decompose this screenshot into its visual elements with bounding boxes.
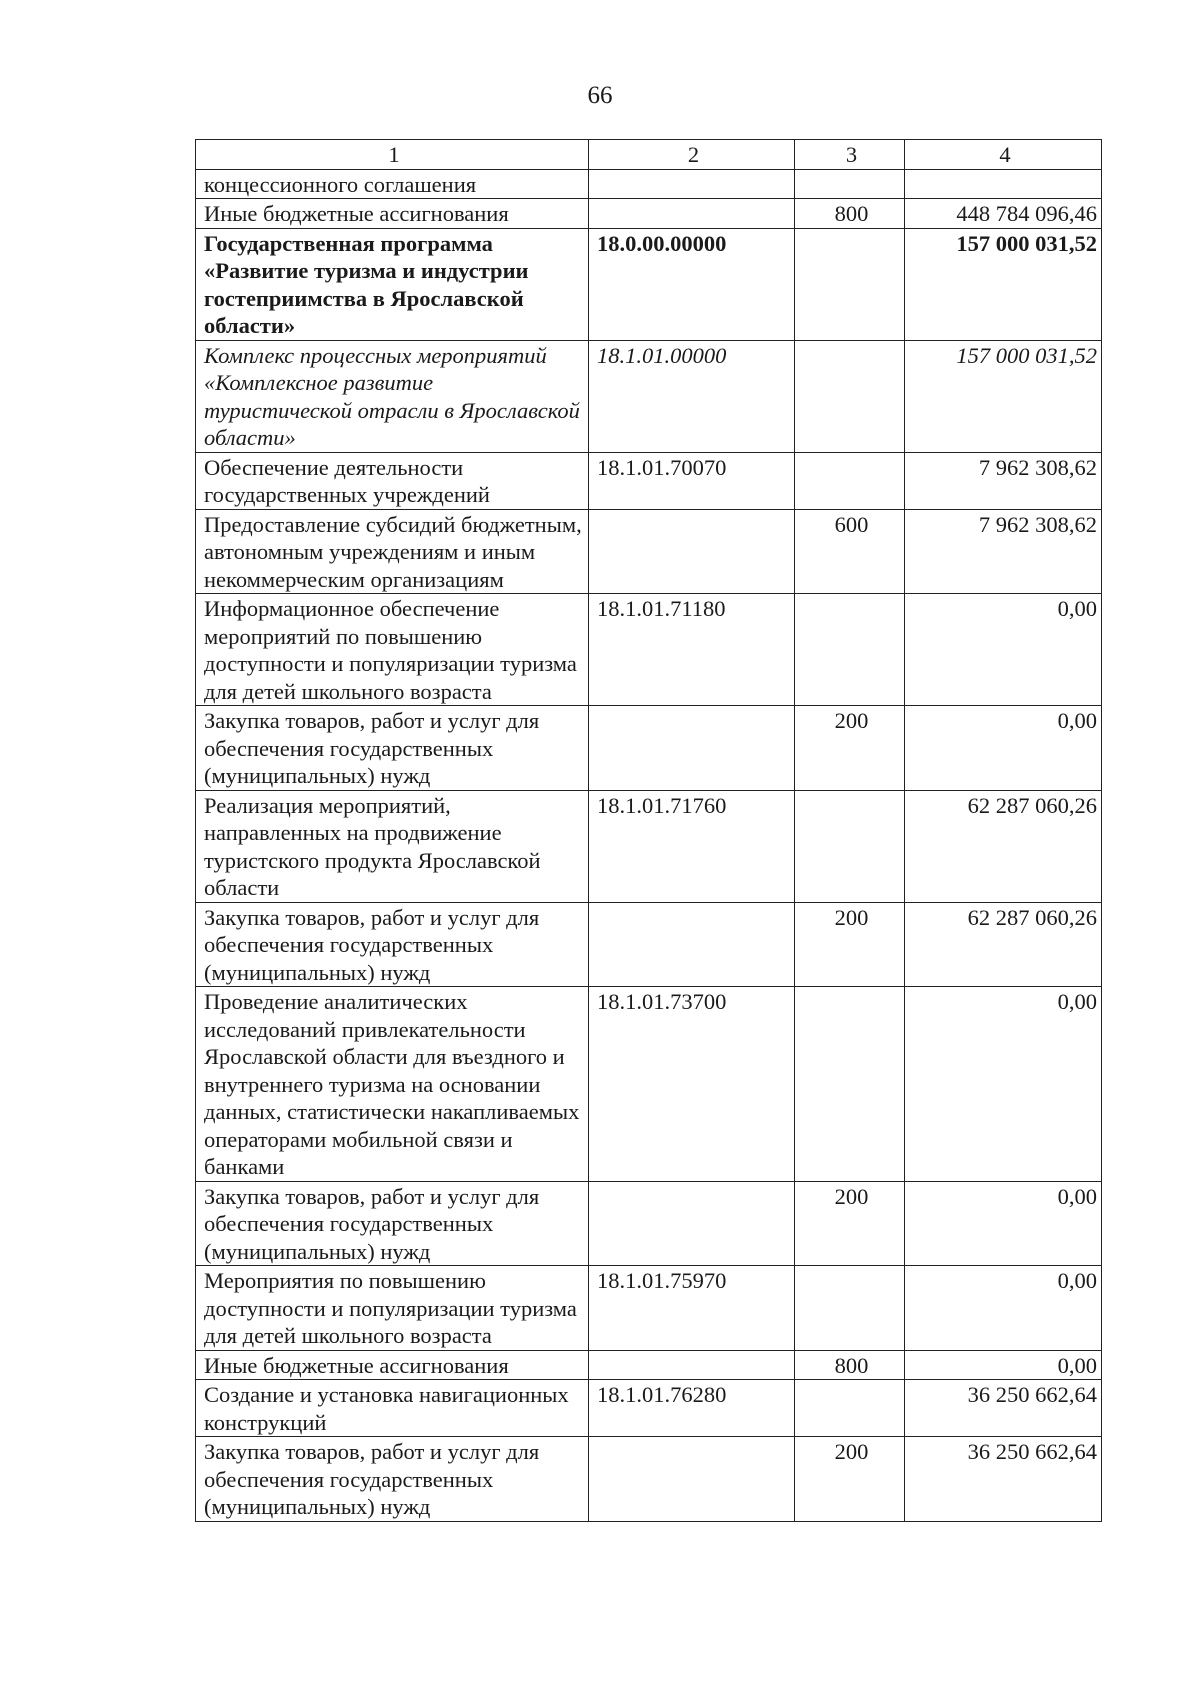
cell-code [589, 902, 795, 987]
table-row [196, 1350, 1102, 1380]
cell-code [589, 706, 795, 791]
cell-sum: 0,00 [905, 1350, 1102, 1380]
cell-kvr: 200 [795, 706, 905, 791]
table-row [196, 987, 1102, 1182]
cell-name: Создание и установка навигационных конструкций [196, 1380, 589, 1437]
page-number: 66 [587, 82, 613, 109]
table-row [196, 169, 1102, 199]
table-row [196, 1181, 1102, 1266]
cell-kvr [795, 228, 905, 340]
cell-code [589, 509, 795, 594]
cell-sum: 0,00 [905, 987, 1102, 1182]
cell-name: Иные бюджетные ассигнования [196, 1350, 589, 1380]
cell-kvr: 600 [795, 509, 905, 594]
table-body [196, 169, 1102, 1521]
cell-name: Мероприятия по повышению доступности и популяризации туризма для детей школьного возраста [196, 1266, 589, 1351]
cell-kvr [795, 169, 905, 199]
cell-sum: 0,00 [905, 1181, 1102, 1266]
cell-kvr [795, 1266, 905, 1351]
cell-kvr [795, 790, 905, 902]
cell-code [589, 1350, 795, 1380]
cell-kvr: 800 [795, 199, 905, 229]
cell-kvr: 200 [795, 902, 905, 987]
column-header-1: 1 [196, 140, 589, 170]
column-header-4: 4 [905, 140, 1102, 170]
table-row [196, 706, 1102, 791]
cell-code: 18.0.00.00000 [589, 228, 795, 340]
cell-sum: 36 250 662,64 [905, 1437, 1102, 1522]
cell-sum: 157 000 031,52 [905, 228, 1102, 340]
cell-code [589, 169, 795, 199]
cell-kvr [795, 1380, 905, 1437]
cell-name: Проведение аналитических исследований привлекательности Ярославской области для въездного и внутреннего туризма на основании данных, статистически накапливаемых операторами мобильной связи и банками [196, 987, 589, 1182]
cell-sum [905, 169, 1102, 199]
cell-code: 18.1.01.75970 [589, 1266, 795, 1351]
cell-sum: 7 962 308,62 [905, 452, 1102, 509]
cell-sum: 36 250 662,64 [905, 1380, 1102, 1437]
cell-name: Комплекс процессных мероприятий «Комплексное развитие туристической отрасли в Ярославской области» [196, 340, 589, 452]
cell-code: 18.1.01.71760 [589, 790, 795, 902]
table-row [196, 1266, 1102, 1351]
cell-kvr: 200 [795, 1181, 905, 1266]
cell-sum: 0,00 [905, 594, 1102, 706]
cell-name: Закупка товаров, работ и услуг для обеспечения государственных (муниципальных) нужд [196, 902, 589, 987]
cell-name: Предоставление субсидий бюджетным, автономным учреждениям и иным некоммерческим организациям [196, 509, 589, 594]
cell-code: 18.1.01.73700 [589, 987, 795, 1182]
cell-code: 18.1.01.00000 [589, 340, 795, 452]
column-header-3: 3 [795, 140, 905, 170]
cell-kvr: 200 [795, 1437, 905, 1522]
cell-sum: 0,00 [905, 1266, 1102, 1351]
cell-name: Закупка товаров, работ и услуг для обеспечения государственных (муниципальных) нужд [196, 1181, 589, 1266]
cell-sum: 157 000 031,52 [905, 340, 1102, 452]
cell-name: Иные бюджетные ассигнования [196, 199, 589, 229]
table-row [196, 594, 1102, 706]
table-row [196, 199, 1102, 229]
cell-name: Обеспечение деятельности государственных учреждений [196, 452, 589, 509]
cell-code [589, 1437, 795, 1522]
cell-kvr [795, 594, 905, 706]
cell-code [589, 199, 795, 229]
table-row [196, 509, 1102, 594]
cell-sum: 7 962 308,62 [905, 509, 1102, 594]
cell-sum: 0,00 [905, 706, 1102, 791]
budget-table [195, 139, 1102, 1522]
cell-name: Информационное обеспечение мероприятий по повышению доступности и популяризации туризма для детей школьного возраста [196, 594, 589, 706]
cell-name: Закупка товаров, работ и услуг для обеспечения государственных (муниципальных) нужд [196, 1437, 589, 1522]
table-row [196, 1437, 1102, 1522]
cell-code: 18.1.01.70070 [589, 452, 795, 509]
cell-name: Реализация мероприятий, направленных на продвижение туристского продукта Ярославской области [196, 790, 589, 902]
cell-name: Закупка товаров, работ и услуг для обеспечения государственных (муниципальных) нужд [196, 706, 589, 791]
cell-kvr [795, 987, 905, 1182]
cell-kvr: 800 [795, 1350, 905, 1380]
column-header-2: 2 [589, 140, 795, 170]
table-row [196, 902, 1102, 987]
table-row [196, 452, 1102, 509]
cell-code: 18.1.01.71180 [589, 594, 795, 706]
header-row [196, 140, 1102, 170]
cell-kvr [795, 340, 905, 452]
table-row [196, 1380, 1102, 1437]
cell-sum: 448 784 096,46 [905, 199, 1102, 229]
cell-kvr [795, 452, 905, 509]
cell-sum: 62 287 060,26 [905, 790, 1102, 902]
cell-name: концессионного соглашения [196, 169, 589, 199]
cell-name: Государственная программа «Развитие туризма и индустрии гостеприимства в Ярославской области» [196, 228, 589, 340]
table-row [196, 228, 1102, 340]
table-row [196, 340, 1102, 452]
cell-code: 18.1.01.76280 [589, 1380, 795, 1437]
cell-sum: 62 287 060,26 [905, 902, 1102, 987]
cell-code [589, 1181, 795, 1266]
table-row [196, 790, 1102, 902]
